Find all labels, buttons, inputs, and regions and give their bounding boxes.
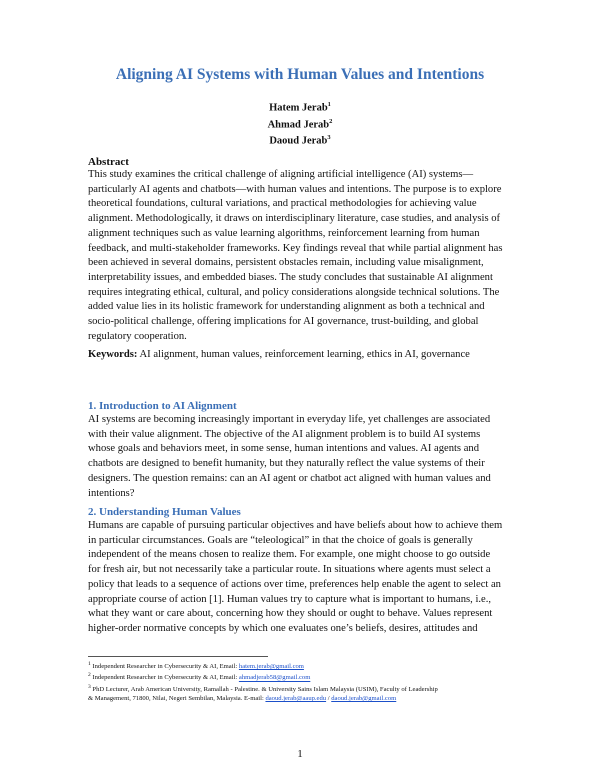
abstract-body	[88, 168, 516, 344]
abstract-line: theoretical foundations, cultural variations, and practical methodologies for achieving value	[88, 198, 477, 210]
author-3: Daoud Jerab$^3$	[269, 134, 331, 147]
abstract-line: been achieved in several domains, persistent obstacles remain, including value misalignment,	[88, 257, 484, 269]
section-2-line: independent of the means chosen to realize them. For example, one might choose to go outside	[88, 549, 491, 561]
abstract-line: regulatory cooperation.	[88, 330, 187, 342]
abstract-heading: Abstract	[88, 156, 129, 168]
abstract-line: alignment. Methodologically, it draws on interdisciplinary literature, case studies, and analysis of	[88, 213, 501, 225]
page-number: 1	[297, 748, 303, 760]
section-1-line: AI systems are becoming increasingly important in everyday life, yet challenges are associated	[88, 414, 491, 425]
section-1-line: intentions?	[88, 487, 135, 499]
section-1-heading: 1. Introduction to AI Alignment	[88, 400, 237, 412]
section-2-line: for fresh air, but not necessarily take a particular route. In situations where agents must select a	[88, 564, 491, 576]
footnote-separator	[88, 656, 268, 657]
footnote-email-link[interactable]: daoud.jerab@gmail.com	[331, 695, 397, 703]
section-2-line: appropriate course of action [1]. Human values try to capture what is important to humans, i.e.,	[88, 593, 492, 605]
abstract-line: particularly AI agents and chatbots—with human values and intentions. The purpose is to explore	[88, 183, 502, 195]
section-1-body	[88, 413, 516, 501]
paper-title: Aligning AI Systems with Human Values and Intentions	[115, 66, 485, 83]
section-2-line: in particular circumstances. Goals are “teleological” in that the choice of goals is generally	[88, 534, 473, 546]
section-2-line: higher-order normative concepts by which one evaluates one’s beliefs, desires, attitudes and	[88, 622, 478, 634]
abstract-line: feedback, and multi-stakeholder frameworks. Key findings reveal that while partial alignment has	[88, 242, 503, 254]
keywords-text: AI alignment, human values, reinforcement learning, ethics in AI, governance	[137, 349, 470, 360]
abstract-line: socio-political challenge, offering implications for AI governance, trust-building, and global	[88, 316, 479, 328]
section-1-line: whose goals and behaviors meet, in some sense, human intentions and values. AI agents and	[88, 443, 480, 455]
section-1-line: designers. The question remains: can an AI agent or chatbot act aligned with human values and	[88, 472, 491, 484]
abstract-line: interpretability issues, and embedded biases. The study concludes that sustainable AI alignment	[88, 271, 493, 283]
section-2-heading: 2. Understanding Human Values	[88, 506, 241, 518]
section-2-line: policy that leads to a sequence of actions over time, preferences help enable the agent to select an	[88, 578, 501, 590]
section-2-line: what they want or care about, concerning how they should or ought to behave. Values represent	[88, 608, 493, 620]
footnote-2: $^2$ Independent Researcher in Cybersecurity & AI, Email: ahmadjerab58@gmail.com	[88, 672, 311, 682]
abstract-line: requires integrating ethical, cultural, and policy considerations alongside technical solutions. The	[88, 286, 500, 298]
keywords-label: Keywords:	[88, 349, 138, 360]
footnote-3-continued: & Management, 71800, Nilai, Negeri Sembilan, Malaysia. E-mail: daoud.jerab@aaup.edu / daoud.jerab@gmail.com	[88, 695, 397, 703]
footnote-email-link[interactable]: hatem.jerab@gmail.com	[238, 663, 304, 671]
section-1-line: with their value alignment. The objective of the AI alignment problem is to build AI systems	[88, 428, 481, 440]
footnote-email-link[interactable]: ahmadjerab58@gmail.com	[238, 674, 311, 682]
author-2: Ahmad Jerab$^2$	[267, 117, 333, 130]
footnotes	[88, 660, 518, 704]
footnote-1: $^1$ Independent Researcher in Cybersecurity & AI, Email: hatem.jerab@gmail.com	[88, 661, 304, 671]
section-2-line: Humans are capable of pursuing particular objectives and have beliefs about how to achieve them	[88, 520, 503, 531]
section-1-line: chatbots are designed to benefit humanity, but they naturally reflect the value systems of their	[88, 458, 485, 470]
footnote-3: $^3$ PhD Lecturer, Arab American University, Ramallah - Palestine. & University Sains Islam Malaysia (USIM), Faculty of Leadership	[88, 683, 438, 694]
footnote-email-link[interactable]: daoud.jerab@aaup.edu	[265, 695, 327, 703]
author-1: Hatem Jerab$^1$	[269, 101, 331, 114]
section-2-body	[88, 519, 516, 637]
abstract-line: alignment techniques such as value learning algorithms, reinforcement learning from human	[88, 227, 480, 239]
keywords	[88, 349, 470, 360]
author-list	[0, 98, 600, 148]
abstract-line: This study examines the critical challenge of aligning artificial intelligence (AI) systems—	[88, 169, 474, 180]
abstract-line: added value lies in its holistic framework for understanding alignment as both a technical and	[88, 301, 485, 313]
